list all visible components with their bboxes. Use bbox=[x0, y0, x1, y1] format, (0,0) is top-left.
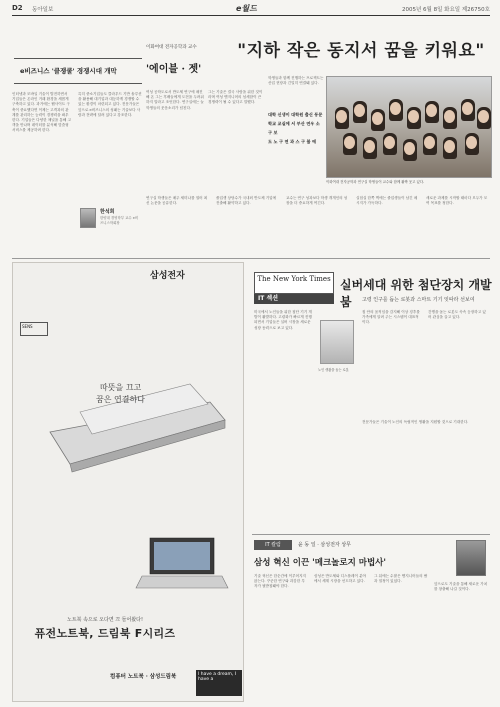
column-body-3: 그 뒤에는 수많은 엔지니어들의 땀과 열정이 있었다. bbox=[374, 574, 428, 584]
section-title: e월드 bbox=[236, 4, 257, 13]
header-rule bbox=[12, 15, 490, 16]
nyt-body-3: 간병을 돕는 로봇도 속속 등장하고 있어 관심을 끌고 있다. bbox=[428, 310, 486, 320]
author-name: 한석희 bbox=[100, 209, 115, 215]
nyt-body-2: 집 안의 움직임을 감지해 이상 징후를 가족에게 알려 주는 시스템이 대표적이다. bbox=[362, 310, 420, 325]
feature-subhead: 학교 교실에 서 부산 연우 소 구 보 bbox=[268, 121, 320, 135]
nyt-body-4: 전문가들은 기술이 노인의 독립적인 생활을 지원할 것으로 기대한다. bbox=[362, 420, 469, 424]
interview-body: 여성 공학도로서 반도체 연구에 매진해 온 그는 후배들에게 도전을 두려워하지 말라고 조언한다. 연구실에는 늘 학생들의 웃음소리가 넘친다. bbox=[146, 90, 204, 110]
page-number: D2 bbox=[12, 4, 23, 12]
feature-text: 연구실 학생들은 매주 세미나를 열어 최신 논문을 공유한다. bbox=[146, 196, 208, 206]
nyt-section-bar: IT 섹션 bbox=[254, 294, 334, 304]
interview-body-2: 그는 기술은 결국 사람을 위한 것이라며 여성 엔지니어의 섬세함이 큰 경쟁력이 될 수 있다고 말했다. bbox=[208, 90, 263, 105]
column-body: 기술 혁신은 한순간에 이루어지지 않는다. 꾸준한 연구와 과감한 투자가 뒷받침돼야 한다. bbox=[254, 574, 307, 589]
column-body-4: 앞으로도 기술을 통해 새로운 가치를 창출해 나갈 것이다. bbox=[434, 582, 488, 592]
photo-caption: 이화여대 전자공학과 연구실 학생들이 교수와 함께 활짝 웃고 있다. bbox=[326, 180, 425, 184]
ad-tagline: 따뜻을 끄고 bbox=[100, 383, 142, 392]
column-author: 윤 동 일 · 삼성전자 상무 bbox=[298, 542, 352, 548]
robot-photo bbox=[320, 320, 354, 364]
interview-title: '에이블 · 젯' bbox=[146, 64, 202, 75]
left-column-body-2: 특히 중소기업들도 클라우드 기반 솔루션을 활용해 대기업과 대등하게 경쟁할 수 있는 환경이 마련되고 있다. 전문가들은 앞으로 e비즈니스의 성패는 기술보다 사람과 전략에 달려 있다고 강조한다. bbox=[78, 92, 142, 117]
column-kicker: IT 칼럼 bbox=[254, 540, 292, 550]
issue-date: 2005년 6월 8일 화요일 제26750호 bbox=[402, 7, 490, 13]
nyt-subheadline: 고령 인구를 돕는 로봇과 스마트 기기 잇따라 선보여 bbox=[362, 297, 475, 303]
author-info: 한양대 경영학부 교수 e비즈니스학회장 bbox=[100, 216, 138, 225]
laptop-small-image bbox=[130, 530, 230, 600]
interview-kicker: 이화여대 전자공학과 교수 bbox=[146, 45, 197, 50]
columnist-photo bbox=[456, 540, 486, 576]
ad-mini-logo: SENS bbox=[20, 322, 48, 336]
feature-headline: "지하 작은 동지서 꿈을 키워요" bbox=[237, 41, 485, 61]
column-title: 삼성 혁신 이끈 '메크놀로지 마법사' bbox=[254, 558, 386, 568]
ad-band bbox=[30, 616, 180, 646]
feature-subheads bbox=[268, 110, 324, 146]
group-photo bbox=[326, 76, 492, 178]
feature-body bbox=[146, 196, 492, 254]
feature-text: 실험실 한쪽 벽에는 졸업생들이 남긴 메시지가 가득하다. bbox=[356, 196, 418, 206]
ad-brand-logo: 삼성전자 bbox=[150, 271, 185, 281]
ad-side-box: I have a dream, I have a bbox=[196, 670, 242, 696]
column-body-2: 삼성은 반도체와 디스플레이 분야에서 세계 시장을 선도하고 있다. bbox=[314, 574, 367, 584]
author-photo bbox=[80, 208, 96, 228]
ad-band-title: 퓨전노트북, 드림북 F시리즈 bbox=[34, 627, 176, 640]
nyt-logo: The New York Times bbox=[254, 272, 334, 294]
feature-text: 졸업생 상당수가 국내외 반도체 기업에 진출해 활약하고 있다. bbox=[216, 196, 277, 206]
section-divider bbox=[12, 258, 490, 259]
paper-name: 동아일보 bbox=[32, 7, 54, 13]
ad-tagline-2: 꿈은 연결하다 bbox=[96, 395, 145, 404]
feature-subhead: 대학 신생이 대학원 출신 동문 bbox=[268, 112, 323, 117]
nyt-body: 미국에서 노인들을 위한 첨단 기기 개발이 활발하다. 고령화가 빠르게 진행되면서 기업들은 실버 시장을 새로운 성장 동력으로 보고 있다. bbox=[254, 310, 312, 330]
column-divider bbox=[252, 534, 490, 535]
feature-subhead: 도 노 구 연 과 스 구 불 에 bbox=[268, 139, 317, 144]
robot-caption: 노인 생활을 돕는 로봇 bbox=[318, 368, 349, 372]
left-column-title: e비즈니스 '클쟁쿨' 경쟁시대 개막 bbox=[20, 67, 117, 75]
feature-text: 새로운 과제를 시작할 때마다 모두가 모여 목표를 정한다. bbox=[426, 196, 488, 206]
left-column-body: 인터넷과 모바일 기술이 발전하면서 기업들은 온라인 거래 환경을 새롭게 구축하고 있다. 과거에는 웹사이트 구축이 중요했다면 이제는 고객과의 관계를 관리하는 능력이 경쟁력을 좌우한다. 기업들은 다양한 채널을 통해 고객을 만나며 데이터를 분석해 맞춤형 서비스를 제공하려 한다. bbox=[12, 92, 71, 133]
ad-footer: 컴퓨터 노트북 · 삼성드림북 bbox=[110, 674, 177, 680]
feature-text: 교수는 연구 성과보다 학생 개개인의 성장을 더 중요하게 여긴다. bbox=[286, 196, 348, 206]
nyt-headline: 실버세대 위한 첨단장치 개발 붐 bbox=[340, 278, 492, 309]
feature-column-text: 학생들과 함께 진행하는 프로젝트는 산업 현장과 긴밀히 연결돼 있다. bbox=[268, 76, 324, 86]
ad-band-subtitle: 노트북 속으로 오다면 끄 들어왔다! bbox=[67, 617, 143, 623]
